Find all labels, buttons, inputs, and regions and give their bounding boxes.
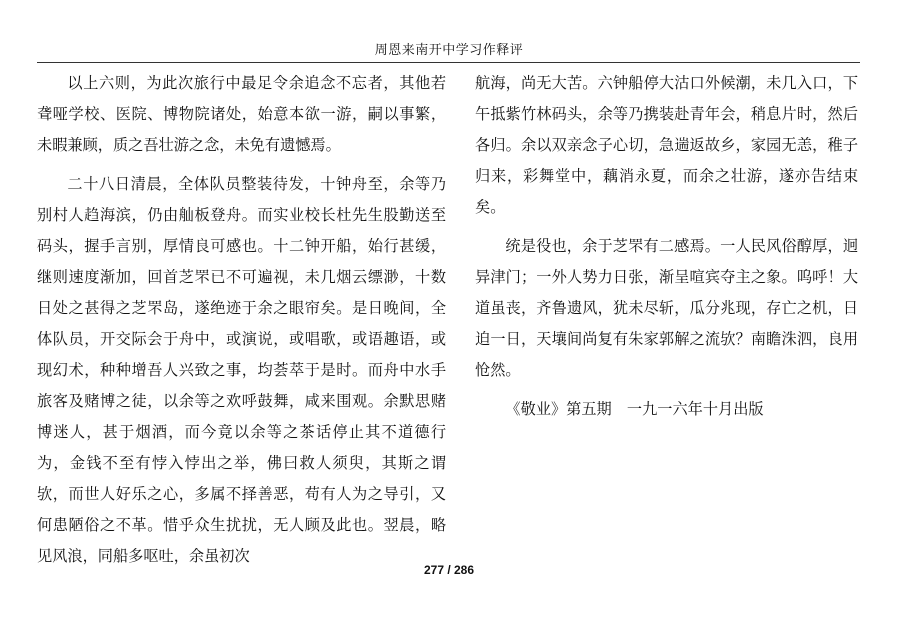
left-text-column (37, 68, 446, 572)
right-text-column (475, 68, 858, 425)
page-number: 277 / 286 (423, 563, 475, 577)
publication-note: 《敬业》第五期 一九一六年十月出版 (505, 400, 764, 418)
paragraph: 以上六则，为此次旅行中最足令余追念不忘者，其他若聋哑学校、医院、博物院诸处，始意本欲一游，嗣以事繁，未暇兼顾，质之吾壮游之念，未免有遗憾焉。 (37, 74, 446, 154)
header-divider (37, 62, 860, 63)
running-header-title: 周恩来南开中学习作释评 (374, 43, 524, 58)
paragraph: 统是役也，余于芝罘有二感焉。一人民风俗醇厚，迥异津门；一外人势力日张，渐呈喧宾夺主之象。呜呼！大道虽丧，齐鲁遗风，犹未尽斩，瓜分兆现，存亡之机，日迫一日，天壤间尚复有朱家郭解之流欤？南瞻洙泗，良用怆然。 (475, 237, 858, 379)
paragraph: 二十八日清晨，全体队员整装待发，十钟舟至，余等乃别村人趋海滨，仍由舢板登舟。而实业校长杜先生股勤送至码头，握手言别，厚情良可感也。十二钟开船，始行甚缓，继则速度渐加，回首芝罘已不可遍视，未几烟云缥渺，十数日处之甚得之芝罘岛，遂绝迹于余之眼帘矣。是日晚间，全体队员，开交际会于舟中，或演说，或唱歌，或语趣语，或现幻术，种种增吾人兴致之事，均荟萃于是时。而舟中水手旅客及赌博之徒，以余等之欢呼鼓舞，咸来围观。余默思赌博迷人，甚于烟酒，而今竟以余等之茶话停止其不道德行为，金钱不至有悖入悖出之举，佛曰救人须臾，其斯之谓欤，而世人好乐之心，多属不择善恶，苟有人为之导引，又何患陋俗之不革。惜乎众生扰扰，无人顾及此也。翌晨，略见风浪，同船多呕吐，余虽初次 (37, 175, 446, 565)
paragraph-continuation: 航海，尚无大苦。六钟船停大沽口外候潮，未几入口，下午抵紫竹林码头，余等乃携装赴青年会，稍息片时，然后各归。余以双亲念子心切，急遄返故乡，家园无恙，稚子归来，彩舞堂中，藕消永夏，而余之壮游，遂亦告结束矣。 (475, 74, 858, 216)
